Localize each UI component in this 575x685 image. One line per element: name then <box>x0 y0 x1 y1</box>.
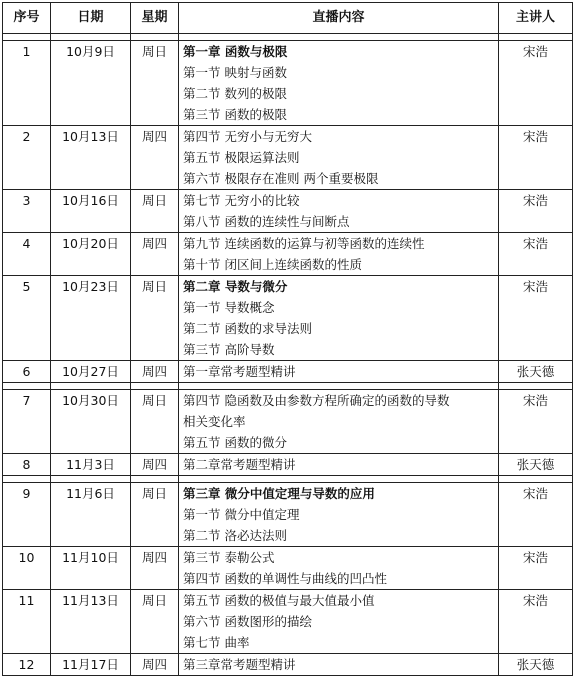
row-date: 11月17日 <box>51 654 131 676</box>
row-weekday: 周日 <box>131 276 179 361</box>
section-line: 第八节 函数的连续性与间断点 <box>183 214 350 229</box>
row-speaker: 张天德 <box>499 654 573 676</box>
row-content <box>179 654 499 676</box>
row-spacer <box>3 383 573 390</box>
section-line: 第一节 微分中值定理 <box>183 507 300 522</box>
section-line: 第六节 极限存在准则 两个重要极限 <box>183 171 379 186</box>
section-line: 第一章常考题型精讲 <box>183 364 296 379</box>
row-number: 9 <box>3 483 51 547</box>
row-weekday: 周四 <box>131 126 179 190</box>
section-line: 第六节 函数图形的描绘 <box>183 614 312 629</box>
section-line: 第七节 无穷小的比较 <box>183 193 300 208</box>
row-speaker: 张天德 <box>499 361 573 383</box>
row-speaker: 宋浩 <box>499 547 573 590</box>
row-date: 10月20日 <box>51 233 131 276</box>
row-number: 8 <box>3 454 51 476</box>
section-line: 第二节 函数的求导法则 <box>183 321 312 336</box>
row-weekday: 周日 <box>131 41 179 126</box>
section-line: 第二章常考题型精讲 <box>183 457 296 472</box>
row-speaker: 宋浩 <box>499 276 573 361</box>
row-date: 11月13日 <box>51 590 131 654</box>
table-row <box>3 276 573 361</box>
row-date: 11月3日 <box>51 454 131 476</box>
row-content <box>179 41 499 126</box>
header-spacer-row <box>3 34 573 41</box>
section-line: 第三节 函数的极限 <box>183 107 287 122</box>
header-date: 日期 <box>51 3 131 34</box>
row-weekday: 周四 <box>131 361 179 383</box>
table-row <box>3 190 573 233</box>
row-speaker: 宋浩 <box>499 41 573 126</box>
row-weekday: 周四 <box>131 454 179 476</box>
section-line: 第二节 洛必达法则 <box>183 528 287 543</box>
row-number: 11 <box>3 590 51 654</box>
row-date: 11月6日 <box>51 483 131 547</box>
section-line: 第五节 函数的极值与最大值最小值 <box>183 593 375 608</box>
header-content: 直播内容 <box>179 3 499 34</box>
row-weekday: 周日 <box>131 190 179 233</box>
section-line: 第四节 函数的单调性与曲线的凹凸性 <box>183 571 387 586</box>
live-schedule-table <box>2 2 573 676</box>
row-date: 10月9日 <box>51 41 131 126</box>
row-date: 10月23日 <box>51 276 131 361</box>
table-row <box>3 454 573 476</box>
row-weekday: 周四 <box>131 233 179 276</box>
table-row <box>3 126 573 190</box>
row-content <box>179 361 499 383</box>
header-no: 序号 <box>3 3 51 34</box>
section-line: 第三节 泰勒公式 <box>183 550 275 565</box>
section-line: 第四节 隐函数及由参数方程所确定的函数的导数 <box>183 393 450 408</box>
row-date: 10月16日 <box>51 190 131 233</box>
table-row <box>3 390 573 454</box>
section-line: 第五节 极限运算法则 <box>183 150 300 165</box>
section-line: 第十节 闭区间上连续函数的性质 <box>183 257 362 272</box>
row-number: 5 <box>3 276 51 361</box>
row-weekday: 周四 <box>131 654 179 676</box>
row-number: 1 <box>3 41 51 126</box>
chapter-title: 第一章 函数与极限 <box>183 44 288 59</box>
section-line: 第三节 高阶导数 <box>183 342 275 357</box>
section-line: 第九节 连续函数的运算与初等函数的连续性 <box>183 236 425 251</box>
chapter-title: 第二章 导数与微分 <box>183 279 288 294</box>
row-content <box>179 454 499 476</box>
row-speaker: 张天德 <box>499 454 573 476</box>
row-content <box>179 390 499 454</box>
row-number: 6 <box>3 361 51 383</box>
schedule-body <box>3 41 573 676</box>
row-date: 10月13日 <box>51 126 131 190</box>
row-date: 10月27日 <box>51 361 131 383</box>
row-content <box>179 547 499 590</box>
table-row <box>3 483 573 547</box>
header-weekday: 星期 <box>131 3 179 34</box>
row-number: 3 <box>3 190 51 233</box>
section-line: 相关变化率 <box>183 414 246 429</box>
section-line: 第七节 曲率 <box>183 635 250 650</box>
row-weekday: 周日 <box>131 390 179 454</box>
row-weekday: 周四 <box>131 547 179 590</box>
row-content <box>179 483 499 547</box>
table-row <box>3 654 573 676</box>
section-line: 第一节 导数概念 <box>183 300 275 315</box>
table-row <box>3 41 573 126</box>
row-number: 7 <box>3 390 51 454</box>
section-line: 第二节 数列的极限 <box>183 86 287 101</box>
row-weekday: 周日 <box>131 590 179 654</box>
row-content <box>179 276 499 361</box>
row-content <box>179 590 499 654</box>
section-line: 第四节 无穷小与无穷大 <box>183 129 312 144</box>
section-line: 第五节 函数的微分 <box>183 435 287 450</box>
row-speaker: 宋浩 <box>499 483 573 547</box>
row-speaker: 宋浩 <box>499 190 573 233</box>
row-number: 4 <box>3 233 51 276</box>
row-weekday: 周日 <box>131 483 179 547</box>
row-speaker: 宋浩 <box>499 233 573 276</box>
row-content <box>179 233 499 276</box>
chapter-title: 第三章 微分中值定理与导数的应用 <box>183 486 375 501</box>
row-number: 12 <box>3 654 51 676</box>
table-row <box>3 590 573 654</box>
row-speaker: 宋浩 <box>499 590 573 654</box>
row-speaker: 宋浩 <box>499 126 573 190</box>
header-row <box>3 3 573 34</box>
row-spacer <box>3 476 573 483</box>
row-content <box>179 190 499 233</box>
row-number: 2 <box>3 126 51 190</box>
table-row <box>3 361 573 383</box>
table-row <box>3 547 573 590</box>
row-date: 11月10日 <box>51 547 131 590</box>
row-speaker: 宋浩 <box>499 390 573 454</box>
section-line: 第三章常考题型精讲 <box>183 657 296 672</box>
row-date: 10月30日 <box>51 390 131 454</box>
table-row <box>3 233 573 276</box>
section-line: 第一节 映射与函数 <box>183 65 287 80</box>
header-speaker: 主讲人 <box>499 3 573 34</box>
row-content <box>179 126 499 190</box>
row-number: 10 <box>3 547 51 590</box>
